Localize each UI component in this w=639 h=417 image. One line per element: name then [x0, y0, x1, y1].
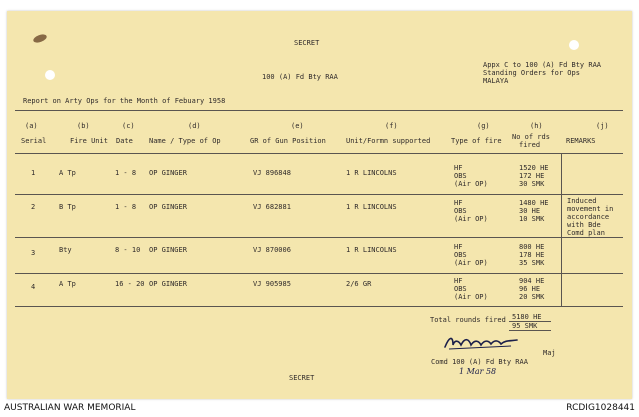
header-rds-2: fired — [519, 141, 541, 149]
row-op: OP GINGER — [149, 169, 187, 177]
total-he: 5180 HE — [512, 313, 542, 321]
row-fire-unit: A Tp — [59, 280, 76, 288]
row-fire-type: HF — [454, 243, 463, 251]
row-rounds: 1480 HE — [519, 199, 549, 207]
row-serial: 4 — [31, 283, 36, 291]
footer-item-id: RCDIG1028441 — [566, 403, 635, 413]
col-letter: (h) — [530, 122, 543, 130]
row-fire-unit: B Tp — [59, 203, 76, 211]
row-fire-unit: Bty — [59, 246, 72, 254]
row-rounds: 30 SMK — [519, 180, 545, 188]
appx-line-1: Appx C to 100 (A) Fd Bty RAA — [483, 61, 602, 69]
row-fire-type: HF — [454, 277, 463, 285]
header-rds-1: No of rds — [512, 133, 550, 141]
row-rounds: 30 HE — [519, 207, 541, 215]
table-bottom-rule — [15, 306, 623, 307]
row-serial: 2 — [31, 203, 36, 211]
row-rounds: 800 HE — [519, 243, 545, 251]
col-letter: (b) — [77, 122, 90, 130]
row-gr: VJ 896848 — [253, 169, 291, 177]
row-rounds: 178 HE — [519, 251, 545, 259]
row-serial: 3 — [31, 249, 36, 257]
row-remark: Induced — [567, 197, 597, 205]
row-unit: 1 R LINCOLNS — [346, 203, 397, 211]
row-rounds: 10 SMK — [519, 215, 545, 223]
row-remark: Comd plan — [567, 229, 605, 237]
row-date: 1 - 8 — [115, 169, 137, 177]
secret-top: SECRET — [294, 39, 320, 47]
row-op: OP GINGER — [149, 203, 187, 211]
ink-stain — [32, 33, 48, 44]
row-fire-unit: A Tp — [59, 169, 76, 177]
row-rounds: 20 SMK — [519, 293, 545, 301]
report-title: Report on Arty Ops for the Month of Febuary 1958 — [23, 97, 226, 105]
row-fire-type: OBS — [454, 207, 467, 215]
header-fire-unit: Fire Unit — [70, 137, 108, 145]
row-fire-type: OBS — [454, 285, 467, 293]
row-remark: accordance — [567, 213, 610, 221]
row-fire-type: (Air OP) — [454, 259, 488, 267]
row-op: OP GINGER — [149, 280, 187, 288]
row-unit: 2/6 GR — [346, 280, 372, 288]
row-rounds: 172 HE — [519, 172, 545, 180]
col-letter: (c) — [122, 122, 135, 130]
row-fire-type: OBS — [454, 251, 467, 259]
document-page — [7, 11, 632, 399]
row-rule — [15, 237, 623, 238]
punch-hole — [569, 40, 579, 50]
col-letter: (a) — [25, 122, 38, 130]
row-op: OP GINGER — [149, 246, 187, 254]
header-remarks: REMARKS — [566, 137, 596, 145]
header-name-type: Name / Type of Op — [149, 137, 221, 145]
row-fire-type: HF — [454, 164, 463, 172]
handwritten-signature — [441, 331, 521, 353]
total-smk: 95 SMK — [512, 322, 538, 330]
row-remark: with Bde — [567, 221, 601, 229]
row-rule — [15, 194, 623, 195]
col-letter: (e) — [291, 122, 304, 130]
col-letter: (d) — [188, 122, 201, 130]
row-date: 8 - 10 — [115, 246, 141, 254]
row-unit: 1 R LINCOLNS — [346, 246, 397, 254]
header-type-fire: Type of fire — [451, 137, 502, 145]
header-unit-supported: Unit/Formn supported — [346, 137, 431, 145]
row-rounds: 35 SMK — [519, 259, 545, 267]
col-letter: (g) — [477, 122, 490, 130]
footer-archive-name: AUSTRALIAN WAR MEMORIAL — [4, 403, 136, 413]
row-rounds: 96 HE — [519, 285, 541, 293]
row-gr: VJ 682881 — [253, 203, 291, 211]
row-fire-type: HF — [454, 199, 463, 207]
row-rule — [15, 273, 623, 274]
signature-title: Comd 100 (A) Fd Bty RAA — [431, 358, 528, 366]
row-rounds: 904 HE — [519, 277, 545, 285]
row-fire-type: (Air OP) — [454, 180, 488, 188]
col-letter: (f) — [385, 122, 398, 130]
row-serial: 1 — [31, 169, 36, 177]
punch-hole — [45, 70, 55, 80]
header-date: Date — [116, 137, 133, 145]
row-rounds: 1520 HE — [519, 164, 549, 172]
row-fire-type: (Air OP) — [454, 215, 488, 223]
row-fire-type: OBS — [454, 172, 467, 180]
remarks-divider — [561, 154, 562, 306]
header-bottom-rule — [15, 153, 623, 154]
row-remark: movement in — [567, 205, 614, 213]
row-fire-type: (Air OP) — [454, 293, 488, 301]
handwritten-date: 1 Mar 58 — [459, 367, 497, 376]
row-gr: VJ 905985 — [253, 280, 291, 288]
table-top-rule — [15, 110, 623, 111]
row-date: 1 - 8 — [115, 203, 137, 211]
unit-heading: 100 (A) Fd Bty RAA — [262, 73, 338, 81]
header-serial: Serial — [21, 137, 47, 145]
row-date: 16 - 20 — [115, 280, 145, 288]
header-gr: GR of Gun Position — [250, 137, 326, 145]
col-letter: (j) — [596, 122, 609, 130]
total-underline — [509, 321, 551, 322]
signature-rank: Maj — [543, 349, 556, 357]
appx-line-3: MALAYA — [483, 77, 509, 85]
appx-line-2: Standing Orders for Ops — [483, 69, 580, 77]
row-gr: VJ 870006 — [253, 246, 291, 254]
secret-bottom: SECRET — [289, 374, 315, 382]
total-label: Total rounds fired — [430, 316, 506, 324]
row-unit: 1 R LINCOLNS — [346, 169, 397, 177]
